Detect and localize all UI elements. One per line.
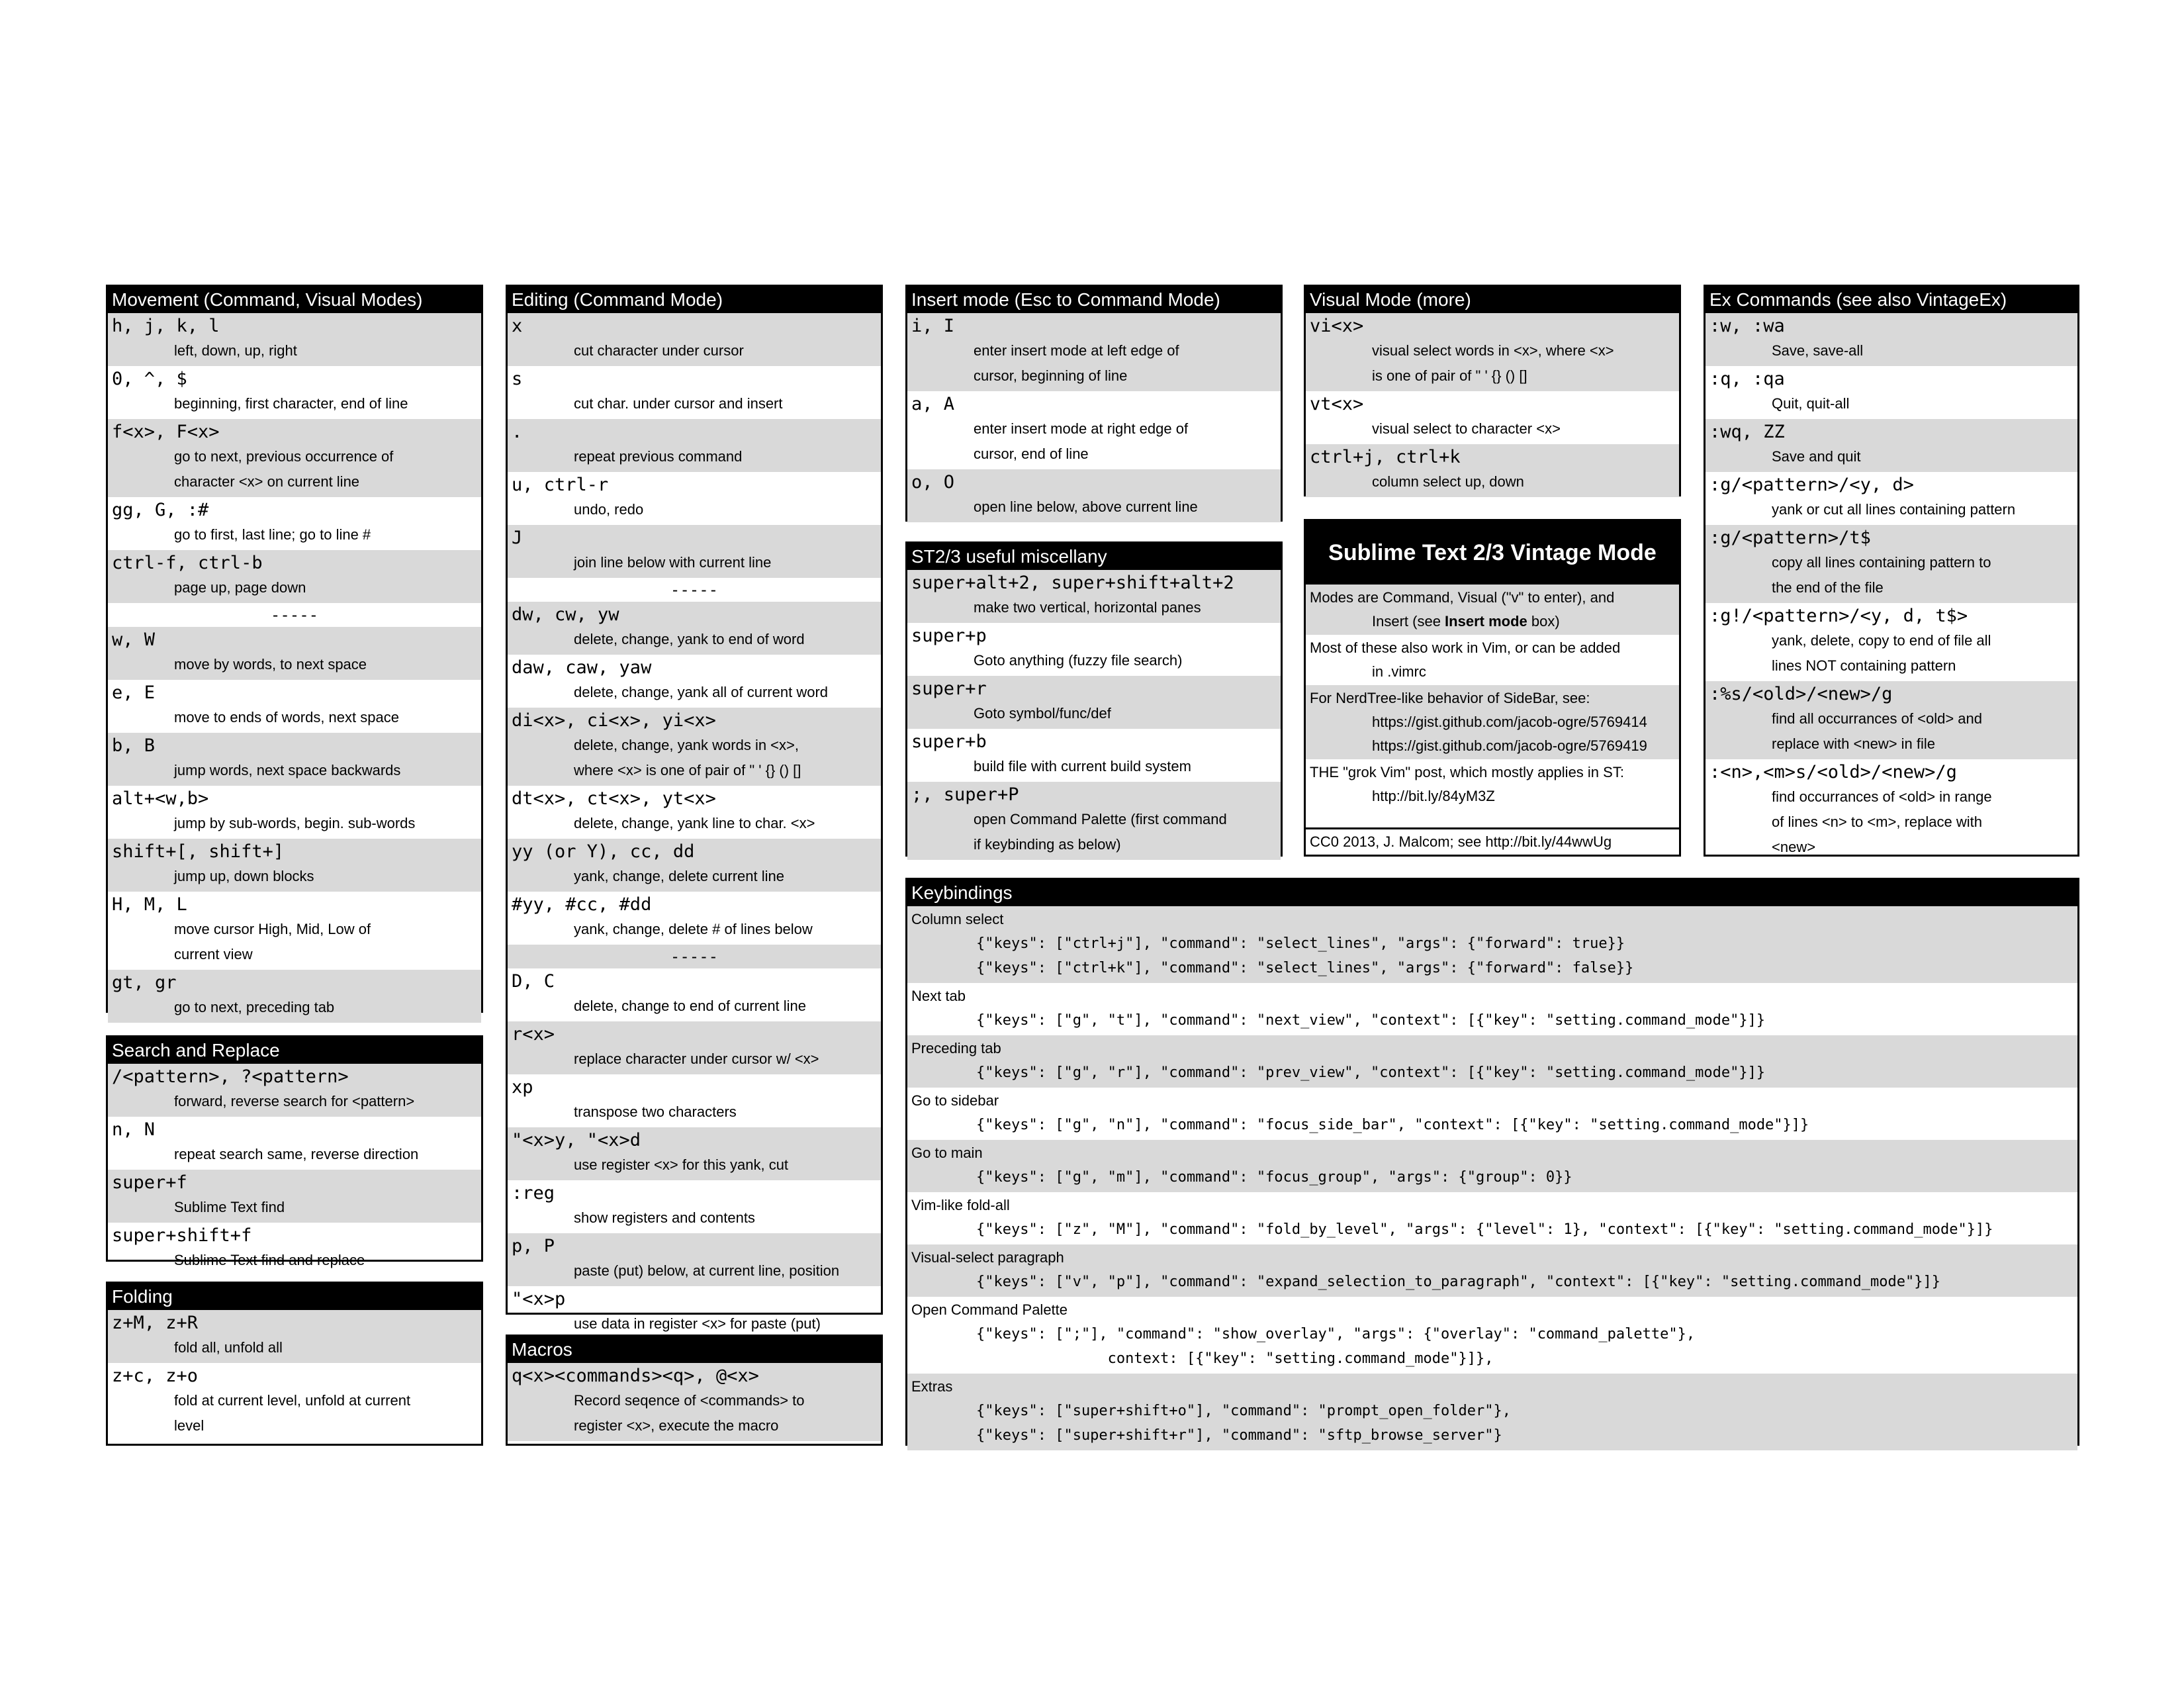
list-item [108, 892, 481, 970]
command-description: yank, change, delete current line [574, 868, 784, 884]
command-text: :wq, ZZ [1709, 422, 1785, 442]
command-text: D, C [512, 971, 555, 992]
modes-note [1306, 585, 1679, 635]
modes-line2-bold: Insert mode [1445, 613, 1527, 630]
list-item [108, 419, 481, 497]
list-item [508, 839, 881, 892]
list-item [108, 680, 481, 733]
macros-box [506, 1335, 883, 1446]
command-text: :reg [512, 1183, 555, 1203]
misc-box [905, 541, 1283, 857]
keybinding-code: {"keys": ["v", "p"], "command": "expand_selection_to_paragraph", "context": [{"key": "setting.command_mode"}]} [976, 1274, 1940, 1290]
credit-line: CC0 2013, J. Malcom; see http://bit.ly/44wwUg [1306, 827, 1679, 855]
list-item [907, 623, 1281, 676]
keybinding-label: Vim-like fold-all [911, 1197, 1010, 1213]
macros-list [508, 1363, 881, 1441]
command-text: gt, gr [112, 972, 177, 993]
command-description: Quit, quit-all [1772, 395, 1850, 412]
list-item [108, 550, 481, 603]
command-description: go to first, last line; go to line # [174, 526, 371, 543]
command-text: super+f [112, 1172, 187, 1193]
insert-title: Insert mode (Esc to Command Mode) [907, 287, 1281, 313]
command-text: . [512, 422, 523, 442]
list-item [108, 1170, 481, 1223]
command-description: Save, save-all [1772, 342, 1864, 359]
list-item [508, 1286, 881, 1339]
command-description: left, down, up, right [174, 342, 297, 359]
list-item [108, 839, 481, 892]
list-item [508, 472, 881, 525]
keybinding-item [907, 1374, 2077, 1450]
vim-note [1306, 635, 1679, 685]
list-item [108, 1310, 481, 1363]
list-item [508, 786, 881, 839]
list-item [108, 497, 481, 550]
keybinding-item [907, 983, 2077, 1035]
nerdtree-link-2[interactable]: https://gist.github.com/jacob-ogre/5769419 [1372, 737, 1647, 754]
list-item [508, 1021, 881, 1074]
keybinding-code: context: [{"key": "setting.command_mode"}]}, [976, 1350, 1494, 1367]
misc-list [907, 570, 1281, 860]
list-item [1706, 681, 2077, 759]
command-description: yank, change, delete # of lines below [574, 921, 813, 937]
command-description: transpose two characters [574, 1103, 737, 1120]
command-text: di<x>, ci<x>, yi<x> [512, 710, 716, 731]
ex-title: Ex Commands (see also VintageEx) [1706, 287, 2077, 313]
list-item [508, 655, 881, 708]
command-text: J [512, 528, 523, 548]
modes-line2 [1310, 610, 1675, 633]
command-description: Record seqence of <commands> to register <x>, execute the macro [574, 1392, 805, 1434]
command-description: repeat search same, reverse direction [174, 1146, 419, 1162]
separator: ----- [270, 606, 319, 624]
command-text: z+M, z+R [112, 1313, 199, 1333]
command-text: xp [512, 1077, 533, 1098]
command-description: find occurrances of <old> in range of lines <n> to <m>, replace with <new> [1772, 788, 1992, 855]
command-description: move by words, to next space [174, 656, 367, 673]
list-item [108, 786, 481, 839]
command-description: open Command Palette (first command if keybinding as below) [974, 811, 1227, 853]
keybindings-box [905, 878, 2079, 1446]
keybinding-code: {"keys": ["super+shift+o"], "command": "prompt_open_folder"}, [976, 1403, 1511, 1419]
keybinding-item [907, 1244, 2077, 1297]
command-description: undo, redo [574, 501, 644, 518]
grok-link[interactable]: http://bit.ly/84yM3Z [1372, 788, 1495, 804]
list-item [508, 892, 881, 945]
command-description: delete, change, yank words in <x>, where <x> is one of pair of " ' {} () [] [574, 737, 801, 778]
command-description: Sublime Text find [174, 1199, 285, 1215]
nerdtree-line1: For NerdTree-like behavior of SideBar, see: [1310, 690, 1590, 706]
command-text: yy (or Y), cc, dd [512, 841, 695, 862]
command-text: p, P [512, 1236, 555, 1256]
keybinding-label: Column select [911, 911, 1004, 927]
command-description: build file with current build system [974, 758, 1191, 774]
command-description: page up, page down [174, 579, 306, 596]
list-item [1306, 313, 1679, 391]
keybinding-code: {"keys": ["super+shift+r"], "command": "sftp_browse_server"} [976, 1427, 1502, 1444]
command-text: b, B [112, 735, 156, 756]
list-item [108, 1064, 481, 1117]
command-text: vi<x> [1310, 316, 1364, 336]
list-item [508, 1363, 881, 1441]
command-text: r<x> [512, 1024, 555, 1045]
list-item [108, 1363, 481, 1441]
list-item [508, 1074, 881, 1127]
folding-box [106, 1282, 483, 1446]
keybinding-code: {"keys": ["ctrl+j"], "command": "select_lines", "args": {"forward": true}} [976, 935, 1625, 952]
command-description: yank, delete, copy to end of file all lines NOT containing pattern [1772, 632, 1991, 674]
command-description: enter insert mode at left edge of cursor, beginning of line [974, 342, 1179, 384]
list-item [1706, 313, 2077, 366]
command-description: Sublime Text find and replace [174, 1252, 365, 1268]
keybinding-code: {"keys": ["ctrl+k"], "command": "select_lines", "args": {"forward": false}} [976, 960, 1634, 976]
separator: ----- [508, 945, 881, 968]
modes-line1: Modes are Command, Visual ("v" to enter), and [1310, 589, 1615, 606]
command-description: move cursor High, Mid, Low of current view [174, 921, 371, 962]
list-item [108, 1223, 481, 1276]
keybinding-code: {"keys": ["g", "m"], "command": "focus_group", "args": {"group": 0}} [976, 1169, 1572, 1186]
command-text: super+shift+f [112, 1225, 252, 1246]
list-item [508, 313, 881, 366]
command-text: h, j, k, l [112, 316, 220, 336]
command-description: jump by sub-words, begin. sub-words [174, 815, 416, 831]
command-text: 0, ^, $ [112, 369, 187, 389]
command-description: go to next, previous occurrence of character <x> on current line [174, 448, 394, 490]
list-item [907, 469, 1281, 522]
command-text: :g/<pattern>/t$ [1709, 528, 1871, 548]
list-item [1706, 366, 2077, 419]
keybinding-item [907, 1192, 2077, 1244]
separator: ----- [670, 581, 719, 599]
command-description: Save and quit [1772, 448, 1861, 465]
command-text: "<x>y, "<x>d [512, 1130, 641, 1150]
command-description: cut character under cursor [574, 342, 744, 359]
command-text: ;, super+P [911, 784, 1019, 805]
keybinding-label: Extras [911, 1378, 953, 1395]
command-text: :g/<pattern>/<y, d> [1709, 475, 1914, 495]
search-box [106, 1035, 483, 1268]
list-item [508, 968, 881, 1021]
command-description: use register <x> for this yank, cut [574, 1156, 789, 1173]
keybindings-list [907, 906, 2077, 1450]
command-description: cut char. under cursor and insert [574, 395, 783, 412]
list-item [907, 676, 1281, 729]
list-item [907, 782, 1281, 860]
command-description: use data in register <x> for paste (put) [574, 1315, 821, 1332]
list-item [108, 970, 481, 1023]
list-item [508, 366, 881, 419]
command-text: :g!/<pattern>/<y, d, t$> [1709, 606, 1968, 626]
command-text: "<x>p [512, 1289, 566, 1309]
command-text: u, ctrl-r [512, 475, 609, 495]
command-text: z+c, z+o [112, 1366, 199, 1386]
command-text: super+p [911, 626, 987, 646]
keybinding-code: {"keys": ["z", "M"], "command": "fold_by_level", "args": {"level": 1}, "context": [{"key": "setting.command_mode"}]} [976, 1221, 1993, 1238]
misc-title: ST2/3 useful miscellany [907, 543, 1281, 570]
keybinding-label: Go to sidebar [911, 1092, 999, 1109]
visual-box [1304, 285, 1681, 496]
visual-title: Visual Mode (more) [1306, 287, 1679, 313]
keybinding-label: Open Command Palette [911, 1301, 1068, 1318]
title-box [1304, 519, 1681, 857]
modes-line2-pre: Insert (see [1372, 613, 1445, 630]
movement-list [108, 313, 481, 1023]
command-description: jump up, down blocks [174, 868, 314, 884]
command-text: :w, :wa [1709, 316, 1785, 336]
command-text: f<x>, F<x> [112, 422, 220, 442]
list-item [907, 391, 1281, 469]
command-text: daw, caw, yaw [512, 657, 652, 678]
command-description: jump words, next space backwards [174, 762, 401, 778]
command-text: H, M, L [112, 894, 187, 915]
command-text: e, E [112, 682, 156, 703]
command-text: ctrl+j, ctrl+k [1310, 447, 1461, 467]
command-description: copy all lines containing pattern to the end of the file [1772, 554, 1991, 596]
list-item [907, 729, 1281, 782]
list-item [1306, 444, 1679, 497]
command-description: replace character under cursor w/ <x> [574, 1051, 819, 1067]
movement-box [106, 285, 483, 1013]
command-text: gg, G, :# [112, 500, 209, 520]
command-description: delete, change, yank line to char. <x> [574, 815, 815, 831]
command-text: :<n>,<m>s/<old>/<new>/g [1709, 762, 1957, 782]
command-text: x [512, 316, 523, 336]
visual-list [1306, 313, 1679, 497]
list-item [508, 525, 881, 578]
command-description: go to next, preceding tab [174, 999, 335, 1015]
command-description: visual select to character <x> [1372, 420, 1561, 437]
search-title: Search and Replace [108, 1037, 481, 1064]
command-text: ctrl-f, ctrl-b [112, 553, 263, 573]
command-description: delete, change, yank to end of word [574, 631, 805, 647]
editing-title: Editing (Command Mode) [508, 287, 881, 313]
command-text: super+r [911, 679, 987, 699]
command-description: repeat previous command [574, 448, 743, 465]
command-description: forward, reverse search for <pattern> [174, 1093, 415, 1109]
list-item [508, 1233, 881, 1286]
list-item [108, 313, 481, 366]
command-description: beginning, first character, end of line [174, 395, 408, 412]
command-description: delete, change, yank all of current word [574, 684, 829, 700]
command-description: enter insert mode at right edge of cursor, end of line [974, 420, 1189, 462]
command-description: open line below, above current line [974, 498, 1198, 515]
command-description: move to ends of words, next space [174, 709, 399, 726]
editing-list [508, 313, 881, 1339]
command-text: w, W [112, 630, 156, 650]
list-item [108, 366, 481, 419]
movement-title: Movement (Command, Visual Modes) [108, 287, 481, 313]
modes-line2-post: box) [1527, 613, 1560, 630]
keybinding-code: {"keys": [";"], "command": "show_overlay", "args": {"overlay": "command_palette"}, [976, 1326, 1696, 1342]
list-item [1706, 525, 2077, 603]
list-item [508, 708, 881, 786]
insert-list [907, 313, 1281, 522]
keybinding-label: Visual-select paragraph [911, 1249, 1064, 1266]
insert-box [905, 285, 1283, 522]
command-description: delete, change to end of current line [574, 998, 807, 1014]
grok-line1: THE "grok Vim" post, which mostly applies in ST: [1310, 764, 1624, 780]
command-description: column select up, down [1372, 473, 1524, 490]
command-text: s [512, 369, 523, 389]
list-item [108, 1117, 481, 1170]
command-description: find all occurrances of <old> and replace with <new> in file [1772, 710, 1982, 752]
command-text: alt+<w,b> [112, 788, 209, 809]
list-item [1706, 603, 2077, 681]
ex-list [1706, 313, 2077, 863]
command-description: visual select words in <x>, where <x> is one of pair of " ' {} () [] [1372, 342, 1614, 384]
command-text: dw, cw, yw [512, 604, 619, 625]
list-item [508, 1127, 881, 1180]
nerdtree-note [1306, 685, 1679, 759]
command-description: yank or cut all lines containing pattern [1772, 501, 2016, 518]
keybinding-code: {"keys": ["g", "n"], "command": "focus_side_bar", "context": [{"key": "setting.command_mode"}]} [976, 1117, 1809, 1133]
keybinding-item [907, 906, 2077, 983]
command-description: fold all, unfold all [174, 1339, 283, 1356]
command-description: show registers and contents [574, 1209, 755, 1226]
command-text: #yy, #cc, #dd [512, 894, 652, 915]
vim-line1: Most of these also work in Vim, or can be added [1310, 639, 1621, 656]
keybinding-code: {"keys": ["g", "t"], "command": "next_view", "context": [{"key": "setting.command_mode"}]} [976, 1012, 1766, 1029]
command-text: :%s/<old>/<new>/g [1709, 684, 1893, 704]
keybinding-code: {"keys": ["g", "r"], "command": "prev_view", "context": [{"key": "setting.command_mode"}]} [976, 1064, 1766, 1081]
command-text: :q, :qa [1709, 369, 1785, 389]
list-item [1706, 472, 2077, 525]
vim-line2: in .vimrc [1372, 663, 1426, 680]
command-text: a, A [911, 394, 955, 414]
keybinding-item [907, 1140, 2077, 1192]
command-description: Goto symbol/func/def [974, 705, 1111, 722]
keybindings-title: Keybindings [907, 880, 2077, 906]
search-list [108, 1064, 481, 1276]
command-description: make two vertical, horizontal panes [974, 599, 1201, 616]
list-item [907, 570, 1281, 623]
list-item [508, 1180, 881, 1233]
keybinding-label: Preceding tab [911, 1040, 1001, 1056]
list-item [907, 313, 1281, 391]
nerdtree-link-1[interactable]: https://gist.github.com/jacob-ogre/5769414 [1372, 714, 1647, 730]
command-text: shift+[, shift+] [112, 841, 285, 862]
command-description: Goto anything (fuzzy file search) [974, 652, 1183, 669]
keybinding-item [907, 1297, 2077, 1374]
folding-list [108, 1310, 481, 1441]
command-description: join line below with current line [574, 554, 772, 571]
folding-title: Folding [108, 1284, 481, 1310]
command-text: o, O [911, 472, 955, 492]
list-item [508, 419, 881, 472]
macros-title: Macros [508, 1336, 881, 1363]
keybinding-item [907, 1088, 2077, 1140]
command-text: n, N [112, 1119, 156, 1140]
command-text: dt<x>, ct<x>, yt<x> [512, 788, 716, 809]
list-item [1706, 759, 2077, 863]
ex-box [1704, 285, 2079, 857]
grok-note [1306, 759, 1679, 810]
command-text: vt<x> [1310, 394, 1364, 414]
command-text: /<pattern>, ?<pattern> [112, 1066, 349, 1087]
list-item [508, 602, 881, 655]
editing-box [506, 285, 883, 1332]
list-item [1306, 391, 1679, 444]
command-text: i, I [911, 316, 955, 336]
command-text: q<x><commands><q>, @<x> [512, 1366, 759, 1386]
cheatsheet-title: Sublime Text 2/3 Vintage Mode [1306, 521, 1679, 585]
list-item [108, 733, 481, 786]
command-description: fold at current level, unfold at current level [174, 1392, 411, 1434]
keybinding-label: Next tab [911, 988, 966, 1004]
keybinding-label: Go to main [911, 1145, 983, 1161]
list-item [108, 627, 481, 680]
command-description: paste (put) below, at current line, position [574, 1262, 840, 1279]
keybinding-item [907, 1035, 2077, 1088]
command-text: super+alt+2, super+shift+alt+2 [911, 573, 1234, 593]
list-item [1706, 419, 2077, 472]
command-text: super+b [911, 731, 987, 752]
